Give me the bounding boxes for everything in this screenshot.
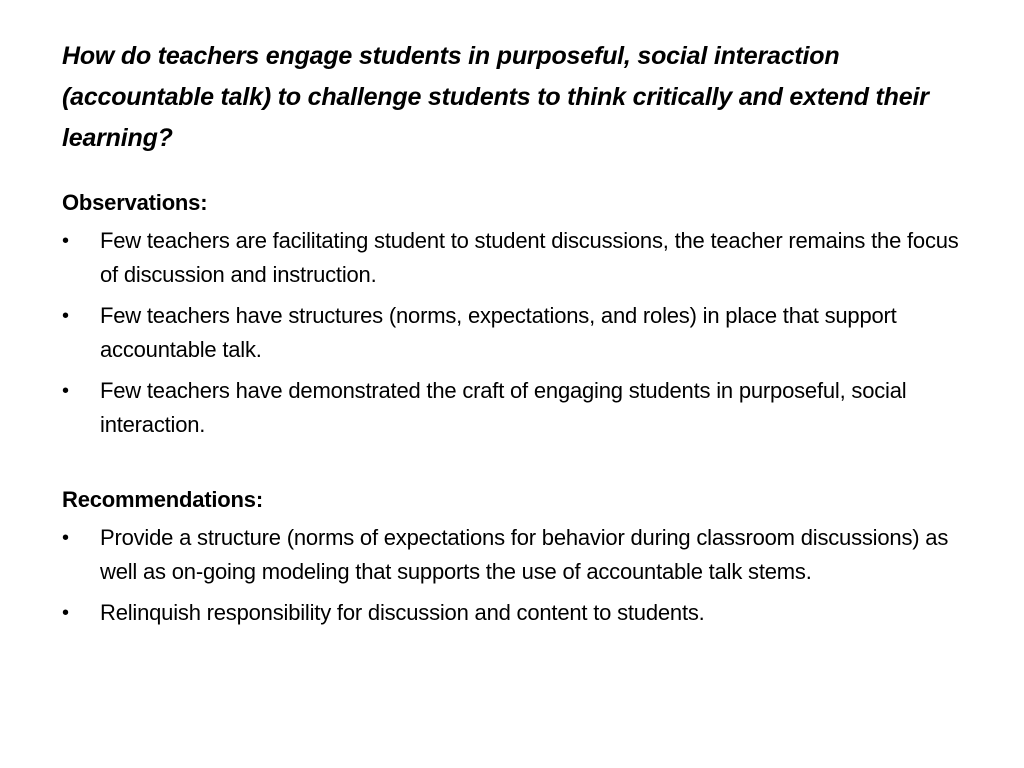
list-item-text: Few teachers have demonstrated the craft of engaging students in purposeful, social interaction. <box>100 378 907 437</box>
list-item-text: Provide a structure (norms of expectations for behavior during classroom discussions) as well as on-going modeling that supports the use of accountable talk stems. <box>100 525 949 584</box>
section-spacer <box>62 449 962 483</box>
recommendations-list <box>62 521 962 630</box>
bullet-icon: • <box>62 305 69 327</box>
list-item <box>62 224 962 292</box>
bullet-icon: • <box>62 380 69 402</box>
observations-heading: Observations: <box>62 190 208 215</box>
list-item <box>62 374 962 442</box>
bullet-icon: • <box>62 527 69 549</box>
recommendations-heading: Recommendations: <box>62 487 263 512</box>
list-item-text: Relinquish responsibility for discussion and content to students. <box>100 600 705 625</box>
bullet-icon: • <box>62 230 69 252</box>
list-item-text: Few teachers are facilitating student to student discussions, the teacher remains the focus of discussion and instruction. <box>100 228 959 287</box>
list-item <box>62 596 962 630</box>
list-item <box>62 299 962 367</box>
slide-body <box>62 186 962 637</box>
list-item <box>62 521 962 589</box>
list-item-text: Few teachers have structures (norms, expectations, and roles) in place that support accountable talk. <box>100 303 897 362</box>
bullet-icon: • <box>62 602 69 624</box>
observations-list <box>62 224 962 442</box>
slide-title: How do teachers engage students in purposeful, social interaction (accountable talk) to challenge students to think critically and extend their learning? <box>62 42 929 152</box>
